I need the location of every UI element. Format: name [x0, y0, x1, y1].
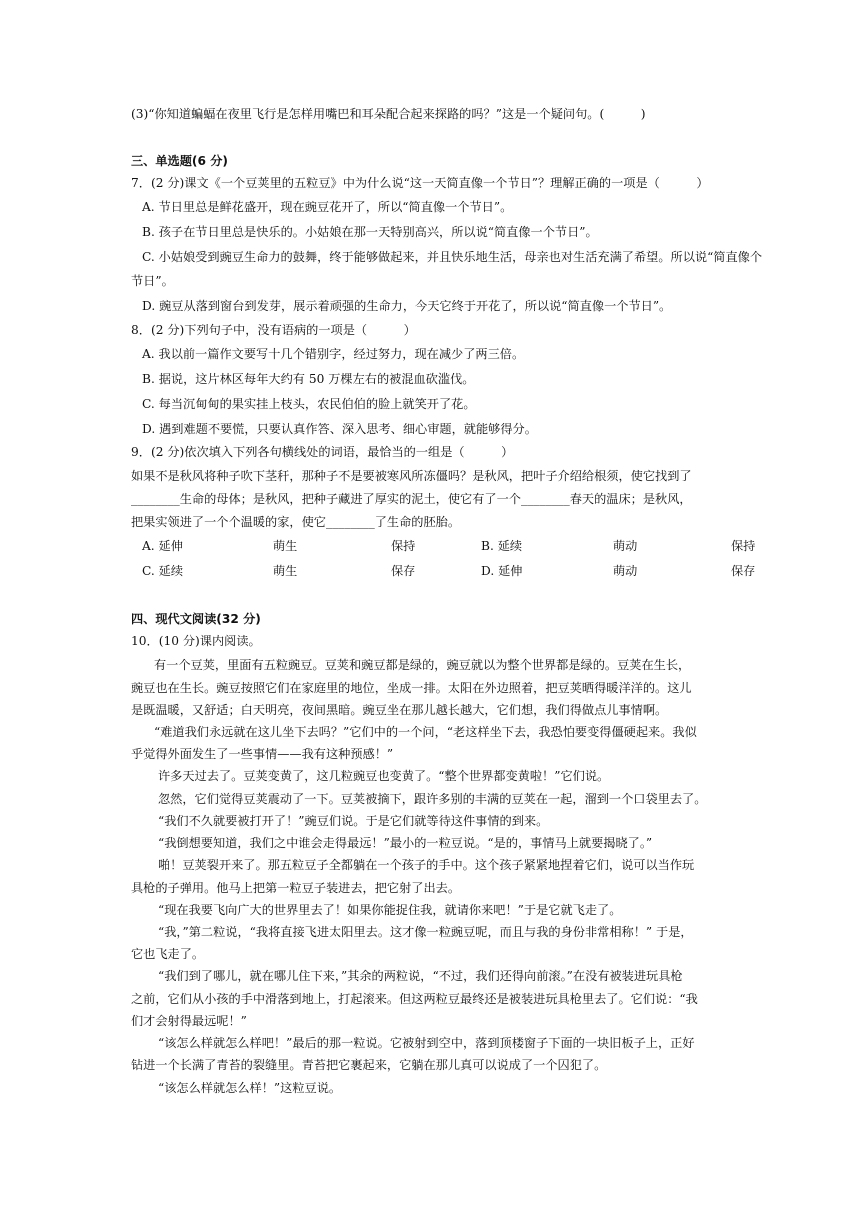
- passage-line: 是既温暖，又舒适；白天明亮，夜间黑暗。豌豆坐在那儿越长越大，它们想，我们得做点儿事情啊。: [131, 703, 668, 717]
- q9-option-d-word2: 萌动: [613, 564, 638, 578]
- passage-line: “难道我们永远就在这儿坐下去吗？”它们中的一个问，“老这样坐下去，我恐怕要变得僵硬起来。我似: [154, 725, 697, 739]
- q9-option-a-word2: 萌生: [273, 539, 298, 553]
- q7-option-a: A. 节日里总是鲜花盛开，现在豌豆花开了，所以“简直像一个节日”。: [142, 200, 513, 214]
- q7-option-c: C. 小姑娘受到豌豆生命力的鼓舞，终于能够做起来，并且快乐地生活，母亲也对生活充满了希望。所以说“简直像个: [142, 250, 763, 264]
- q6-item3: (3)“你知道蝙蝠在夜里飞行是怎样用嘴巴和耳朵配合起来探路的吗？”这是一个疑问句。( ): [131, 107, 646, 121]
- q9-stem: 9．(2 分)依次填入下列各句横线处的词语，最恰当的一组是（ ）: [131, 445, 514, 459]
- q8-option-a: A. 我以前一篇作文要写十几个错别字，经过努力，现在减少了两三倍。: [142, 347, 525, 361]
- q9-option-a-word1: A. 延伸: [142, 539, 183, 553]
- q7-option-c-cont: 节日”。: [131, 274, 174, 288]
- q10-stem: 10．(10 分)课内阅读。: [131, 634, 261, 648]
- q7-option-d: D. 豌豆从落到窗台到发芽，展示着顽强的生命力，今天它终于开花了，所以说“简直像一个节日”。: [142, 299, 672, 313]
- passage-line: “该怎么样就怎么样！”这粒豆说。: [158, 1081, 342, 1095]
- passage-line: “该怎么样就怎么样吧！”最后的那一粒说。它被射到空中，落到顶楼窗子下面的一块旧板子上，正好: [158, 1036, 695, 1050]
- passage-line: 钻进一个长满了青苔的裂缝里。青苔把它裹起来，它躺在那儿真可以说成了一个囚犯了。: [131, 1058, 607, 1072]
- q9-option-d-word3: 保存: [731, 564, 756, 578]
- q9-option-d-word1: D. 延伸: [481, 564, 523, 578]
- passage-line: “我们到了哪儿，就在哪儿住下来，”其余的两粒说，“不过，我们还得向前滚。”在没有被装进玩具枪: [158, 969, 683, 983]
- passage-line: 之前，它们从小孩的手中滑落到地上，打起滚来。但这两粒豆最终还是被装进玩具枪里去了。它们说：“我: [131, 992, 698, 1006]
- q9-passage-line: 把果实领进了一个个温暖的家，使它________了生命的胚胎。: [131, 515, 461, 529]
- passage-line: 许多天过去了。豆荚变黄了，这几粒豌豆也变黄了。“整个世界都变黄啦！”它们说。: [158, 769, 610, 783]
- passage-line: “我们不久就要被打开了！”豌豆们说。于是它们就等待这件事情的到来。: [158, 814, 549, 828]
- passage-line: 啪！豆荚裂开来了。那五粒豆子全都躺在一个孩子的手中。这个孩子紧紧地捏着它们，说可以当作玩: [158, 858, 695, 872]
- q9-option-b-word3: 保持: [731, 539, 756, 553]
- q8-option-b: B. 据说，这片林区每年大约有 50 万棵左右的被混血砍滥伐。: [142, 372, 475, 386]
- q9-option-b-word2: 萌动: [613, 539, 638, 553]
- passage-line: 忽然，它们觉得豆荚震动了一下。豆荚被摘下，跟许多别的丰满的豆荚在一起，溜到一个口袋里去了。: [158, 792, 707, 806]
- passage-line: 们才会射得最远呢！”: [131, 1014, 247, 1028]
- q9-passage-line: 如果不是秋风将种子吹下茎秆，那种子不是要被寒风所冻僵吗？是秋风，把叶子介绍给根须，使它找到了: [131, 469, 692, 483]
- q9-option-b-word1: B. 延续: [481, 539, 523, 553]
- passage-line: 它也飞走了。: [131, 947, 205, 961]
- section3-title: 三、单选题(6 分): [131, 154, 228, 168]
- passage-line: 有一个豆荚，里面有五粒豌豆。豆荚和豌豆都是绿的，豌豆就以为整个世界都是绿的。豆荚在生长，: [154, 658, 691, 672]
- passage-line: 豌豆也在生长。豌豆按照它们在家庭里的地位，坐成一排。太阳在外边照着，把豆荚晒得暖洋洋的。这儿: [131, 681, 692, 695]
- passage-line: “我倒想要知道，我们之中谁会走得最远！”最小的一粒豆说。“是的，事情马上就要揭晓了。”: [158, 836, 653, 850]
- q9-option-c-word1: C. 延续: [142, 564, 184, 578]
- q7-stem: 7．(2 分)课文《一个豆荚里的五粒豆》中为什么说“这一天简直像一个节日”？理解正确的一项是（ ）: [131, 176, 709, 190]
- passage-line: 具枪的子弹用。他马上把第一粒豆子装进去，把它射了出去。: [131, 881, 461, 895]
- q9-option-c-word2: 萌生: [273, 564, 298, 578]
- passage-line: “现在我要飞向广大的世界里去了！如果你能捉住我，就请你来吧！”于是它就飞走了。: [158, 903, 622, 917]
- passage-line: “我，”第二粒说，“我将直接飞进太阳里去。这才像一粒豌豆呢，而且与我的身份非常相称！” 于是，: [158, 925, 693, 939]
- q8-option-d: D. 遇到难题不要慌，只要认真作答、深入思考、细心审题，就能够得分。: [142, 422, 537, 436]
- q9-passage-line: ________生命的母体；是秋风，把种子藏进了厚实的泥土，使它有了一个________春天的温床；是秋风，: [131, 492, 692, 506]
- q9-option-c-word3: 保存: [391, 564, 416, 578]
- q8-stem: 8．(2 分)下列句子中，没有语病的一项是（ ）: [131, 323, 416, 337]
- q9-option-a-word3: 保持: [391, 539, 416, 553]
- section4-title: 四、现代文阅读(32 分): [131, 612, 261, 626]
- q8-option-c: C. 每当沉甸甸的果实挂上枝头，农民伯伯的脸上就笑开了花。: [142, 397, 476, 411]
- q7-option-b: B. 孩子在节日里总是快乐的。小姑娘在那一天特别高兴，所以说“简直像一个节日”。: [142, 225, 598, 239]
- passage-line: 乎觉得外面发生了一些事情——我有这种预感！”: [131, 747, 394, 761]
